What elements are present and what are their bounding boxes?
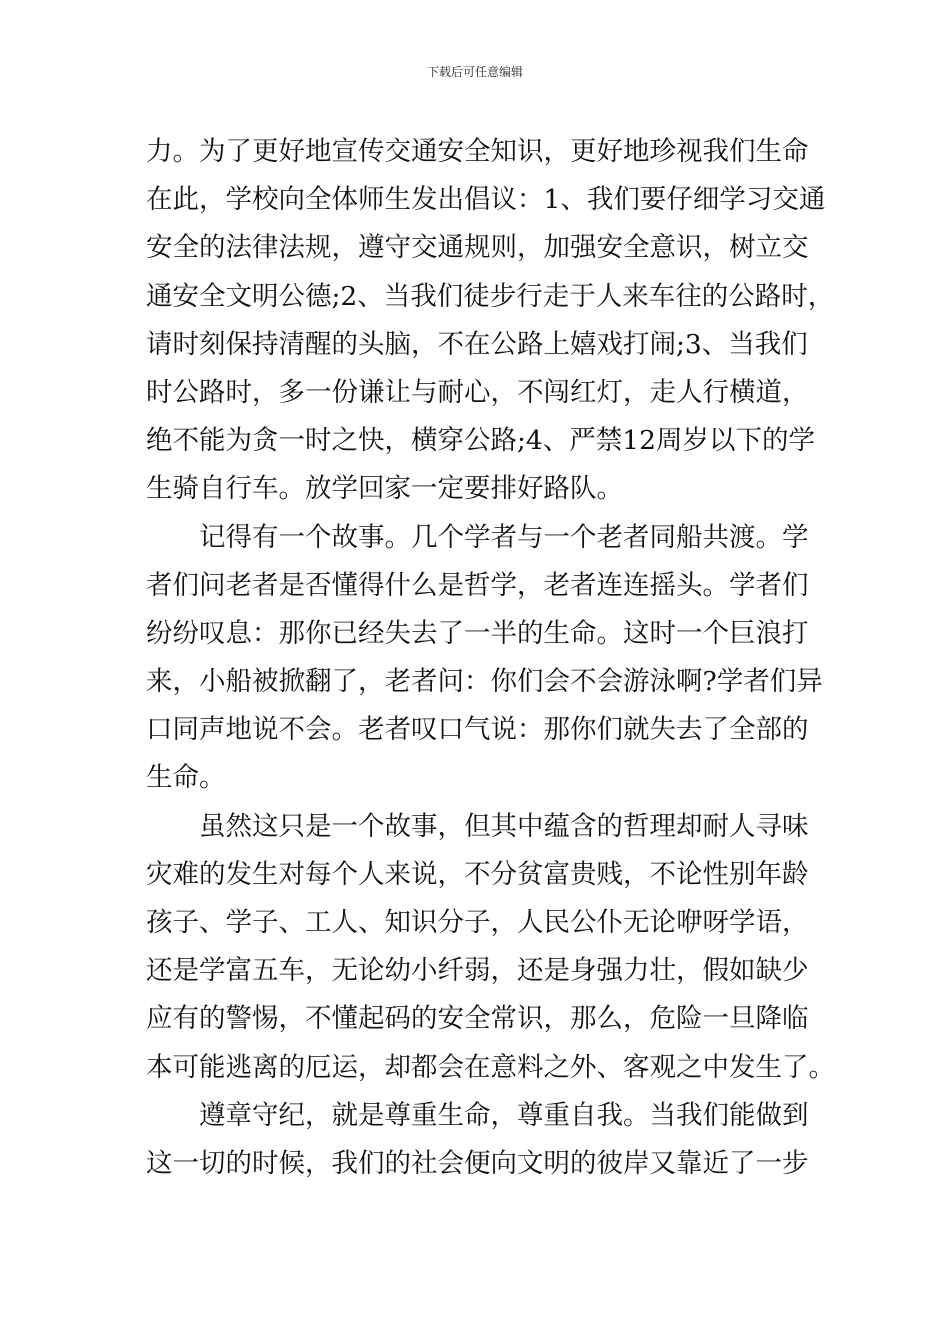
body-text <box>146 128 835 1188</box>
text-line: 安全的法律法规，遵守交通规则，加强安全意识，树立交 <box>146 232 809 264</box>
text-line: 口同声地说不会。老者叹口气说：那你们就失去了全部的 <box>146 714 809 746</box>
text-line: 请时刻保持清醒的头脑，不在公路上嬉戏打闹;3、当我们 <box>146 328 808 360</box>
text-line: 这一切的时候，我们的社会便向文明的彼岸又靠近了一步 <box>146 1147 809 1179</box>
paragraph-first-line: 虽然这只是一个故事，但其中蕴含的哲理却耐人寻味 <box>199 810 809 842</box>
text-line: 生骑自行车。放学回家一定要排好路队。 <box>146 473 623 505</box>
text-line: 应有的警惕，不懂起码的安全常识，那么，危险一旦降临 <box>146 1003 809 1035</box>
text-line: 本可能逃离的厄运，却都会在意料之外、客观之中发生了。 <box>146 1051 835 1083</box>
text-line: 来，小船被掀翻了，老者问：你们会不会游泳啊?学者们异 <box>146 666 823 698</box>
text-line: 还是学富五车，无论幼小纤弱，还是身强力壮，假如缺少 <box>146 955 809 987</box>
text-line: 灾难的发生对每个人来说，不分贫富贵贱，不论性别年龄 <box>146 858 809 890</box>
text-line: 在此，学校向全体师生发出倡议：1、我们要仔细学习交通 <box>146 184 826 216</box>
paragraph-first-line: 记得有一个故事。几个学者与一个老者同船共渡。学 <box>199 521 809 553</box>
text-line: 通安全文明公德;2、当我们徒步行走于人来车往的公路时， <box>146 280 835 312</box>
page-header: 下载后可任意编辑 <box>426 65 523 79</box>
text-line: 生命。 <box>146 762 226 794</box>
text-line: 绝不能为贪一时之快，横穿公路;4、严禁12周岁以下的学 <box>146 425 816 457</box>
text-line: 者们问老者是否懂得什么是哲学，老者连连摇头。学者们 <box>146 569 809 601</box>
text-line: 纷纷叹息：那你已经失去了一半的生命。这时一个巨浪打 <box>146 617 809 649</box>
text-line: 时公路时，多一份谦让与耐心，不闯红灯，走人行横道， <box>146 376 809 408</box>
text-line: 力。为了更好地宣传交通安全知识，更好地珍视我们生命 <box>146 136 809 167</box>
paragraph-first-line: 遵章守纪，就是尊重生命，尊重自我。当我们能做到 <box>199 1099 809 1131</box>
text-line: 孩子、学子、工人、知识分子，人民公仆无论咿呀学语， <box>146 907 809 938</box>
